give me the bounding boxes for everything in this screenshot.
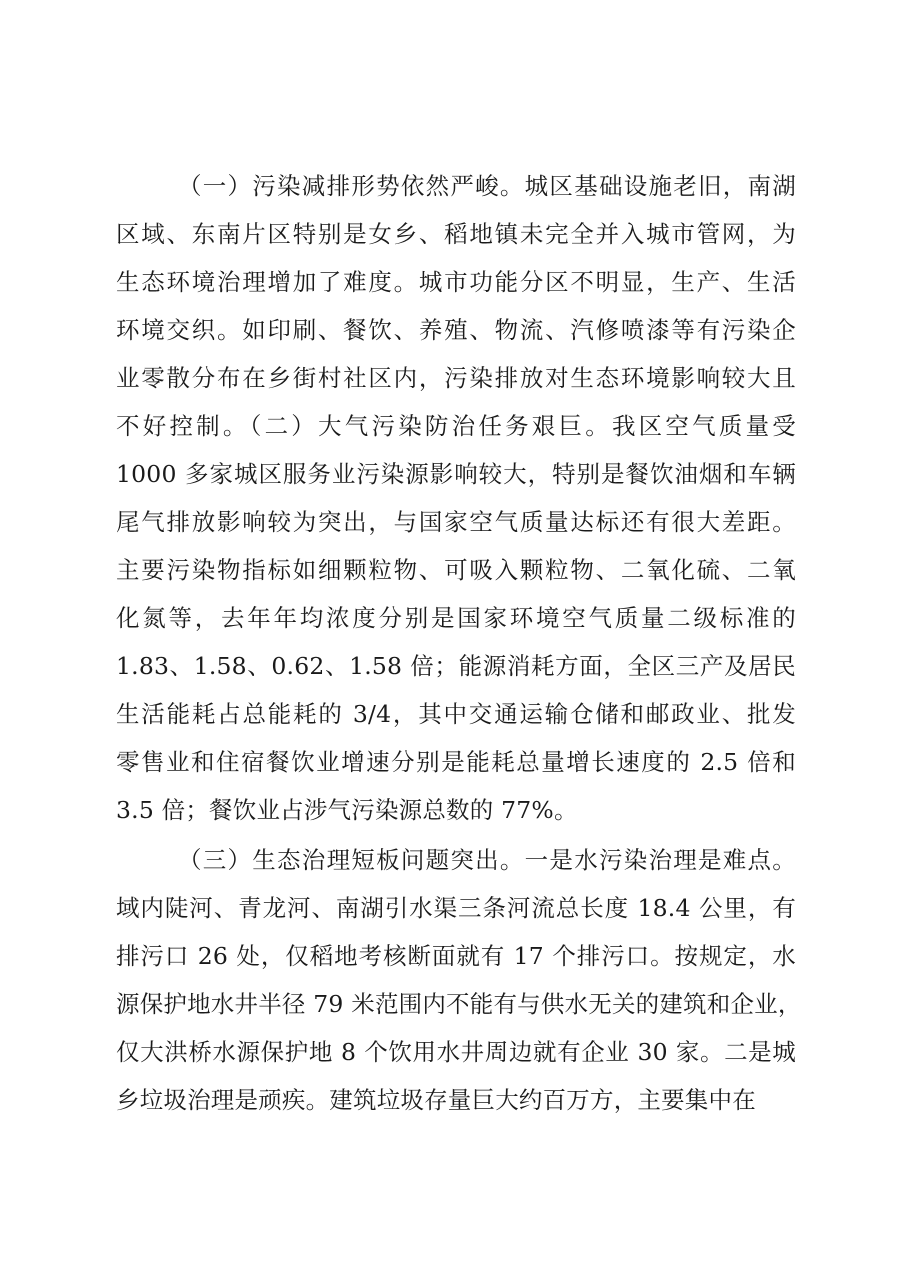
text-line: 仅大洪桥水源保护地 8 个饮用水井周边就有企业 30 家。二是城	[116, 1038, 796, 1066]
text-line: 不好控制。（二）大气污染防治任务艰巨。我区空气质量受	[116, 412, 796, 440]
text-line: 1.83、1.58、0.62、1.58 倍；能源消耗方面，全区三产及居民	[116, 652, 796, 680]
text-line: （一）污染减排形势依然严峻。城区基础设施老旧，南湖	[178, 172, 796, 200]
text-line: 源保护地水井半径 79 米范围内不能有与供水无关的建筑和企业，	[116, 990, 802, 1018]
text-line: 3.5 倍；餐饮业占涉气污染源总数的 77%。	[116, 796, 578, 824]
text-line: 业零散分布在乡街村社区内，污染排放对生态环境影响较大且	[116, 364, 796, 392]
text-line: 零售业和住宿餐饮业增速分别是能耗总量增长速度的 2.5 倍和	[116, 748, 796, 776]
text-line: 生态环境治理增加了难度。城市功能分区不明显，生产、生活	[116, 268, 796, 296]
text-line: 区域、东南片区特别是女乡、稻地镇未完全并入城市管网，为	[116, 220, 796, 248]
text-line: 域内陡河、青龙河、南湖引水渠三条河流总长度 18.4 公里，有	[116, 894, 796, 922]
text-line: 尾气排放影响较为突出，与国家空气质量达标还有很大差距。	[116, 508, 796, 536]
text-line: （三）生态治理短板问题突出。一是水污染治理是难点。	[178, 846, 796, 874]
text-line: 主要污染物指标如细颗粒物、可吸入颗粒物、二氧化硫、二氧	[116, 556, 796, 584]
text-line: 环境交织。如印刷、餐饮、养殖、物流、汽修喷漆等有污染企	[116, 316, 796, 344]
text-line: 排污口 26 处，仅稻地考核断面就有 17 个排污口。按规定，水	[116, 942, 796, 970]
text-line: 生活能耗占总能耗的 3/4，其中交通运输仓储和邮政业、批发	[116, 700, 796, 728]
text-line: 化氮等，去年年均浓度分别是国家环境空气质量二级标准的	[116, 604, 796, 632]
text-line: 乡垃圾治理是顽疾。建筑垃圾存量巨大约百万方，主要集中在	[116, 1086, 756, 1114]
text-line: 1000 多家城区服务业污染源影响较大，特别是餐饮油烟和车辆	[116, 460, 796, 488]
